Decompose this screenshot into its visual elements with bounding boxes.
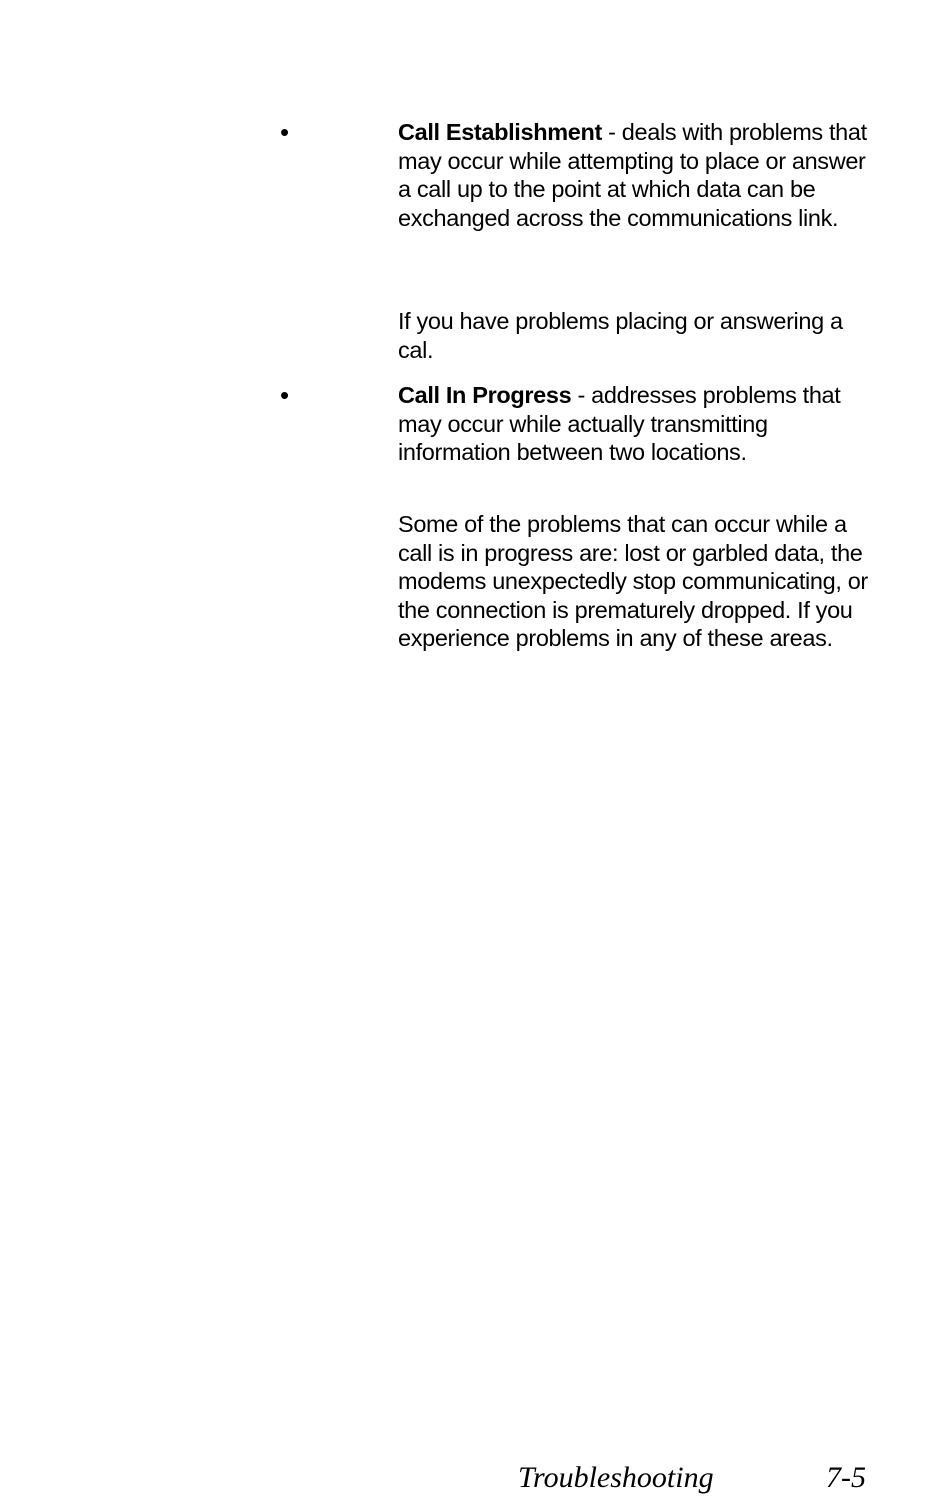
- bullet-paragraph: [398, 118, 878, 232]
- bullet-marker: •: [280, 380, 290, 410]
- term-description: - deals with problems that may occur while attempting to place or answer a call up to the point at which data can be exchanged across the communications link.: [398, 119, 867, 231]
- bullet-paragraph: [398, 381, 878, 467]
- footer-section-title: Troubleshooting: [518, 1461, 714, 1494]
- footer-page-number: 7-5: [826, 1461, 866, 1494]
- followup-paragraph: If you have problems placing or answering a cal.: [398, 308, 843, 363]
- term-heading: Call In Progress: [398, 382, 572, 408]
- bullet-marker: •: [280, 117, 290, 147]
- term-heading: Call Establishment: [398, 119, 602, 145]
- term-description: - addresses problems that may occur while actually transmitting information between two locations.: [398, 382, 841, 465]
- followup-paragraph: Some of the problems that can occur while a call is in progress are: lost or garbled data, the modems unexpectedly stop communicating, or the connection is prematurely dropped. If you experience problems in any of these areas.: [398, 511, 868, 651]
